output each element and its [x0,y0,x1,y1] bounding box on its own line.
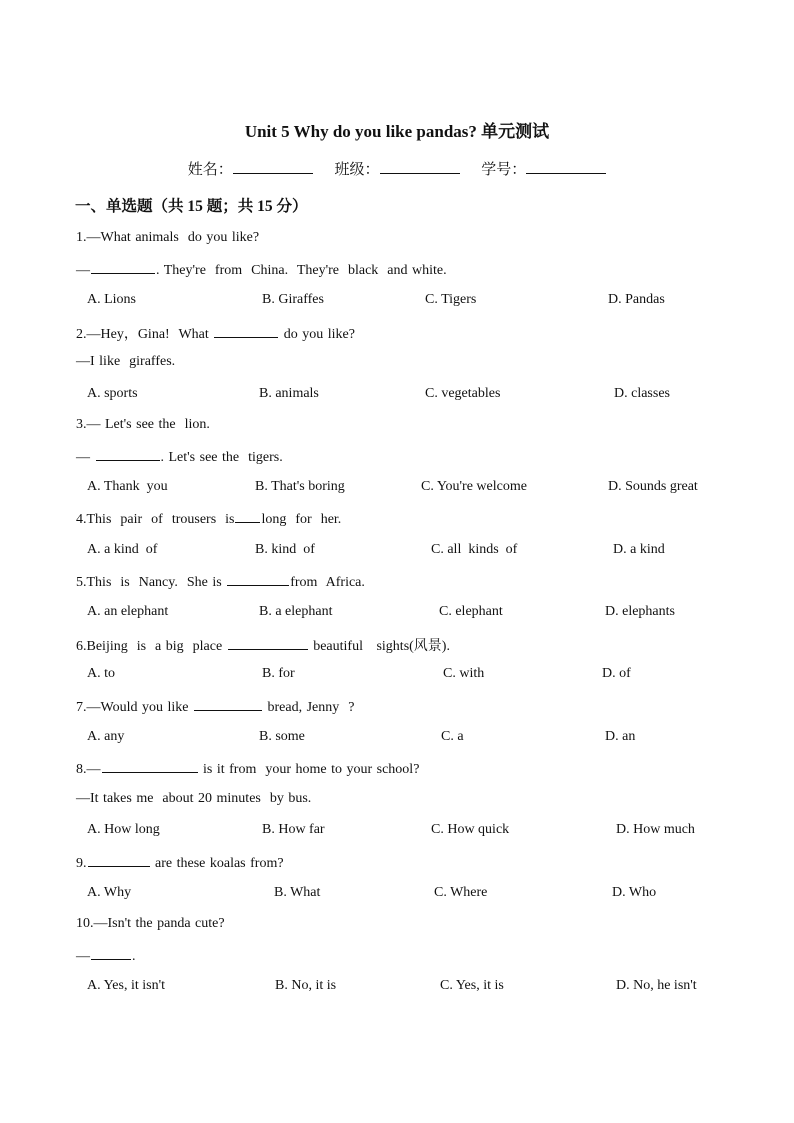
question-7-option-d: D. an [605,729,636,744]
answer-blank [228,637,308,650]
question-text: beautiful sights(风景). [308,639,450,654]
answer-blank [88,854,150,867]
question-3-option-d: D. Sounds great [608,479,698,494]
question-text: — [76,263,90,278]
question-2-line-2 [76,354,175,370]
question-8-option-d: D. How much [616,822,695,837]
answer-blank [91,261,155,274]
question-text: long for her. [261,512,342,527]
question-text: bread, Jenny ? [262,700,355,715]
section-title: 一、单选题（共 15 题；共 15 分） [75,198,308,215]
question-2-option-c: C. vegetables [425,386,501,401]
question-text: — [76,450,95,465]
question-8-line-2 [76,791,311,807]
question-text: . They're from China. They're black and white. [156,263,447,278]
question-text: 2.—Hey，Gina! What [76,327,214,342]
class-label: 班级： [334,162,380,178]
question-3-option-a: A. Thank you [87,479,168,494]
question-10-option-d: D. No, he isn't [616,978,697,993]
number-blank [526,159,606,174]
question-3-option-b: B. That's boring [255,479,345,494]
question-6-option-a: A. to [87,666,115,681]
question-text: . Let's see the tigers. [160,450,283,465]
question-1-line-2 [76,261,447,279]
question-text: 7.—Would you like [76,700,193,715]
question-2-option-a: A. sports [87,386,138,401]
question-9-option-b: B. What [274,885,321,900]
question-text: 3.— Let's see the lion. [76,417,210,432]
student-info [0,158,794,179]
class-blank [380,159,460,174]
question-10-line-1 [76,916,225,932]
question-text: are these koalas from? [150,856,284,871]
question-3-line-1 [76,417,210,433]
question-2-option-b: B. animals [259,386,319,401]
question-2-line-1 [76,323,355,343]
question-1-option-a: A. Lions [87,292,136,307]
question-1-option-c: C. Tigers [425,292,477,307]
question-4-option-b: B. kind of [255,542,315,557]
question-4-option-d: D. a kind [613,542,665,557]
question-text: 1.—What animals do you like? [76,230,260,245]
name-blank [233,159,313,174]
question-8-option-b: B. How far [262,822,325,837]
question-10-option-a: A. Yes, it isn't [87,978,165,993]
answer-blank [194,698,262,711]
question-6-option-b: B. for [262,666,295,681]
question-10-option-b: B. No, it is [275,978,337,993]
question-text: 6.Beijing is a big place [76,639,227,654]
question-1-option-b: B. Giraffes [262,292,324,307]
question-4-option-a: A. a kind of [87,542,158,557]
question-7-line-1 [76,698,354,716]
question-6-option-c: C. with [443,666,485,681]
question-7-option-b: B. some [259,729,305,744]
question-9-option-d: D. Who [612,885,657,900]
question-7-option-c: C. a [441,729,464,744]
question-1-option-d: D. Pandas [608,292,665,307]
question-text: 5.This is Nancy. She is [76,575,227,590]
question-6-option-d: D. of [602,666,631,681]
question-6-line-1 [76,635,450,655]
question-text: 4.This pair of trousers is [76,512,235,527]
question-5-option-d: D. elephants [605,604,675,619]
question-5-option-a: A. an elephant [87,604,169,619]
name-label: 姓名： [187,162,233,178]
question-4-option-c: C. all kinds of [431,542,518,557]
question-10-option-c: C. Yes, it is [440,978,504,993]
question-7-option-a: A. any [87,729,125,744]
question-text: . [132,949,136,964]
question-9-line-1 [76,854,284,872]
answer-blank [235,510,260,523]
question-8-option-a: A. How long [87,822,160,837]
answer-blank [214,325,278,338]
question-3-option-c: C. You're welcome [421,479,527,494]
question-text: —It takes me about 20 minutes by bus. [76,791,312,806]
question-10-line-2 [76,947,136,965]
question-9-option-a: A. Why [87,885,132,900]
question-2-option-d: D. classes [614,386,670,401]
answer-blank [102,760,198,773]
question-text: —I like giraffes. [76,354,176,369]
question-text: 9. [76,856,87,871]
question-text: — [76,949,90,964]
question-text: 10.—Isn't the panda cute? [76,916,225,931]
question-text: from Africa. [290,575,365,590]
question-3-line-2 [76,448,283,466]
question-4-line-1 [76,510,341,528]
question-text: do you like? [279,327,355,342]
question-8-option-c: C. How quick [431,822,510,837]
question-5-line-1 [76,573,365,591]
question-1-line-1 [76,230,259,246]
answer-blank [91,947,131,960]
question-8-line-1 [76,760,419,778]
question-text: 8.— [76,762,101,777]
number-label: 学号： [481,162,527,178]
answer-blank [96,448,160,461]
question-5-option-c: C. elephant [439,604,503,619]
question-9-option-c: C. Where [434,885,488,900]
answer-blank [227,573,289,586]
question-5-option-b: B. a elephant [259,604,333,619]
question-text: is it from your home to your school? [198,762,420,777]
page-title: Unit 5 Why do you like pandas? 单元测试 [244,122,550,141]
